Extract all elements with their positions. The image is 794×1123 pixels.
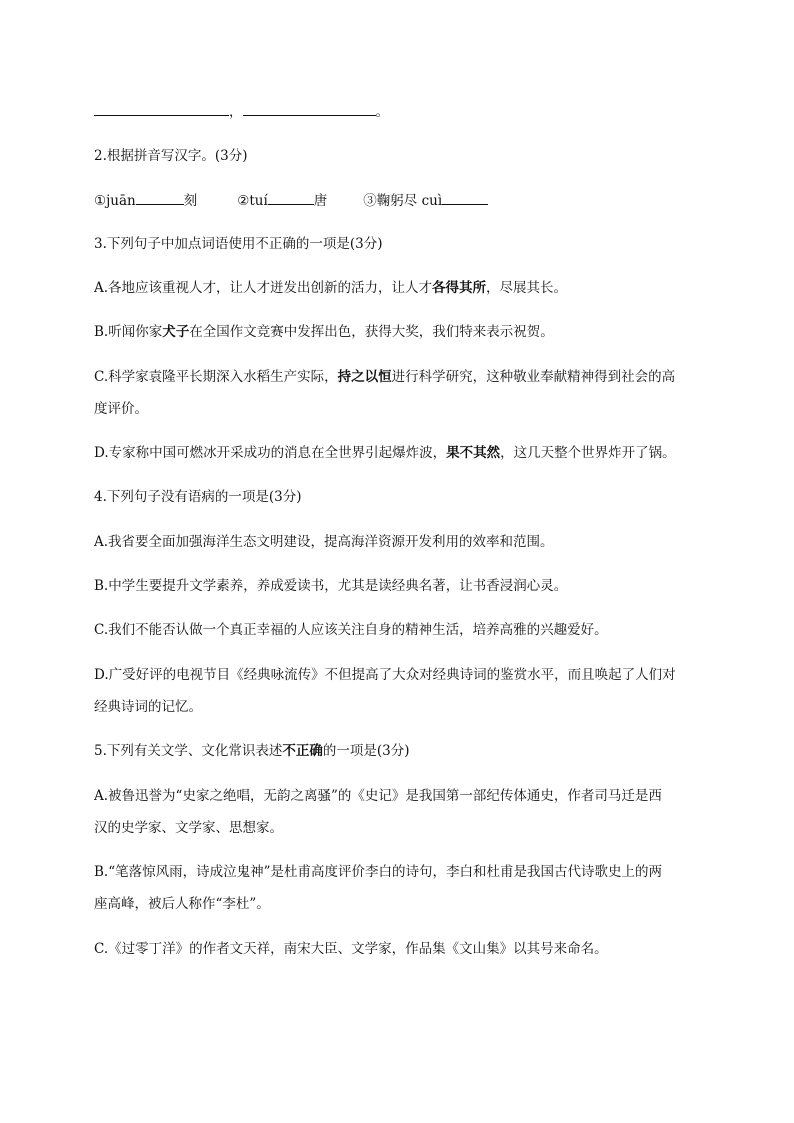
question-3-option-a: A.各地应该重视人才，让人才迸发出创新的活力，让人才各得其所，尽展其长。 bbox=[94, 280, 568, 296]
comma: ， bbox=[229, 104, 243, 120]
highlighted-term: 犬子 bbox=[162, 324, 190, 340]
question-3-stem: 3.下列句子中加点词语使用不正确的一项是(3分) bbox=[94, 236, 383, 252]
question-2-items bbox=[94, 190, 488, 211]
question-3-option-c: C.科学家袁隆平长期深入水稻生产实际，持之以恒进行科学研究，这种敬业奉献精神得到社会的高 bbox=[94, 369, 676, 385]
highlighted-term: 不正确 bbox=[282, 743, 323, 759]
question-4-stem: 4.下列句子没有语病的一项是(3分) bbox=[94, 489, 302, 505]
answer-blank[interactable] bbox=[94, 101, 229, 116]
question-4-option-a: A.我省要全面加强海洋生态文明建设，提高海洋资源开发利用的效率和范围。 bbox=[94, 534, 554, 550]
pinyin-item-3: ③鞠躬尽 cuì bbox=[363, 193, 488, 209]
question-4-option-c: C.我们不能否认做一个真正幸福的人应该关注自身的精神生活，培养高雅的兴趣爱好。 bbox=[94, 622, 608, 638]
question-5-stem: 5.下列有关文学、文化常识表述不正确的一项是(3分) bbox=[94, 743, 410, 759]
question-4-option-d-continued: 经典诗词的记忆。 bbox=[94, 699, 202, 715]
question-3-option-b: B.听闻你家犬子在全国作文竞赛中发挥出色，获得大奖，我们特来表示祝贺。 bbox=[94, 324, 554, 340]
question-5-option-c: C.《过零丁洋》的作者文天祥，南宋大臣、文学家，作品集《文山集》以其号来命名。 bbox=[94, 941, 608, 957]
question-5-option-b-continued: 座高峰，被后人称作“李杜”。 bbox=[94, 896, 270, 912]
answer-blank[interactable] bbox=[136, 190, 184, 205]
question-3-option-d: D.专家称中国可燃冰开采成功的消息在全世界引起爆炸波，果不其然，这几天整个世界炸开了锅。 bbox=[94, 445, 676, 461]
pinyin-item-2: ②tuí 唐 bbox=[237, 193, 327, 209]
answer-blank[interactable] bbox=[442, 190, 488, 205]
question-5-option-b: B.“笔落惊风雨，诗成泣鬼神”是杜甫高度评价李白的诗句，李白和杜甫是我国古代诗歌史上的两 bbox=[94, 864, 663, 880]
period: 。 bbox=[375, 104, 389, 120]
question-2-stem: 2.根据拼音写汉字。(3分) bbox=[94, 148, 248, 164]
pinyin-item-1: ①juān 刻 bbox=[94, 193, 197, 209]
question-4-option-d: D.广受好评的电视节目《经典咏流传》不但提高了大众对经典诗词的鉴赏水平，而且唤起了人们对 bbox=[94, 667, 676, 683]
question-4-option-b: B.中学生要提升文学素养，养成爱读书，尤其是读经典名著，让书香浸润心灵。 bbox=[94, 578, 568, 594]
highlighted-term: 各得其所 bbox=[432, 280, 487, 296]
question-3-option-c-continued: 度评价。 bbox=[94, 401, 148, 417]
answer-blank[interactable] bbox=[268, 190, 314, 205]
question-5-option-a: A.被鲁迅誉为“史家之绝唱，无韵之离骚”的《史记》是我国第一部纪传体通史，作者司马迁是西 bbox=[94, 788, 662, 804]
highlighted-term: 果不其然 bbox=[446, 445, 501, 461]
answer-blanks-line bbox=[94, 101, 389, 122]
answer-blank[interactable] bbox=[243, 101, 376, 116]
highlighted-term: 持之以恒 bbox=[337, 369, 392, 385]
question-5-option-a-continued: 汉的史学家、文学家、思想家。 bbox=[94, 820, 283, 836]
